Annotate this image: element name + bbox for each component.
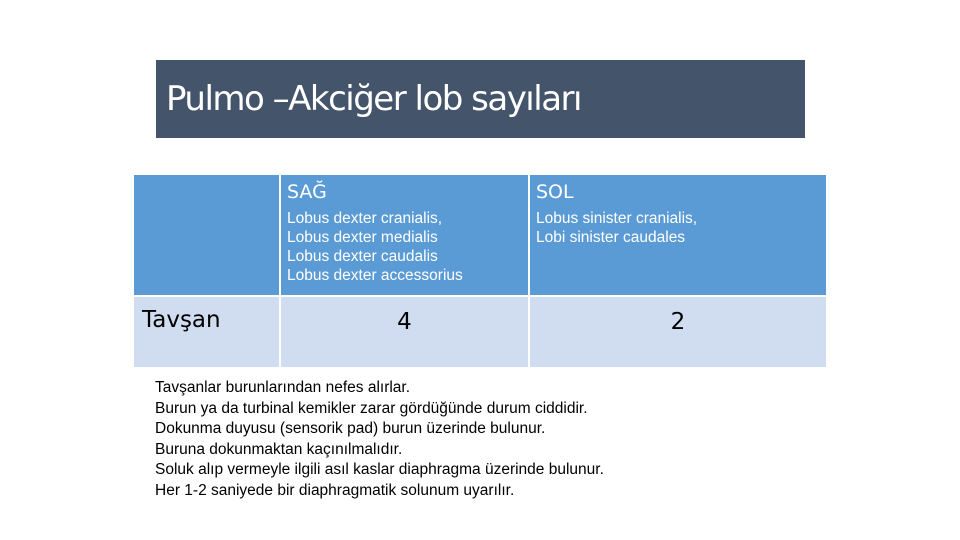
row-label-cell — [134, 296, 280, 367]
note-line: Burun ya da turbinal kemikler zarar gördüğünde durum ciddidir. — [155, 399, 588, 417]
right-count-cell — [280, 296, 529, 367]
header-cell-right — [280, 175, 529, 296]
header-empty-cell — [134, 175, 280, 296]
list-item: Lobus dexter cranialis, — [287, 210, 443, 227]
header-cell-left — [529, 175, 826, 296]
left-count-cell — [529, 296, 826, 367]
note-line: Soluk alıp vermeyle ilgili asıl kaslar diaphragma üzerinde bulunur. — [155, 461, 604, 478]
note-line: Tavşanlar burunlarından nefes alırlar. — [155, 379, 411, 396]
notes-list — [155, 378, 604, 501]
right-lobe-list — [287, 209, 528, 285]
note-line: Buruna dokunmaktan kaçınılmalıdır. — [155, 440, 403, 458]
list-item: Lobus sinister cranialis, — [536, 210, 698, 227]
header-right-label: SAĞ — [287, 181, 327, 203]
table-header-row — [134, 175, 826, 296]
list-item: Lobus dexter caudalis — [287, 248, 438, 265]
list-item: Lobus dexter medialis — [287, 229, 438, 246]
note-line: Dokunma duyusu (sensorik pad) burun üzerinde bulunur. — [155, 420, 546, 437]
note-line: Her 1-2 saniyede bir diaphragmatik solunum uyarılır. — [155, 481, 515, 499]
list-item: Lobus dexter accessorius — [287, 267, 463, 284]
right-lobe-count: 4 — [397, 309, 412, 335]
slide-title-text: Pulmo –Akciğer lob sayıları — [166, 79, 581, 119]
row-label: Tavşan — [142, 307, 221, 333]
left-lobe-count: 2 — [670, 309, 686, 335]
table-row — [134, 296, 826, 367]
lobe-count-table — [134, 175, 826, 367]
slide-title — [156, 60, 805, 138]
header-left-label: SOL — [536, 181, 574, 203]
list-item: Lobi sinister caudales — [536, 229, 686, 246]
left-lobe-list — [536, 209, 826, 247]
